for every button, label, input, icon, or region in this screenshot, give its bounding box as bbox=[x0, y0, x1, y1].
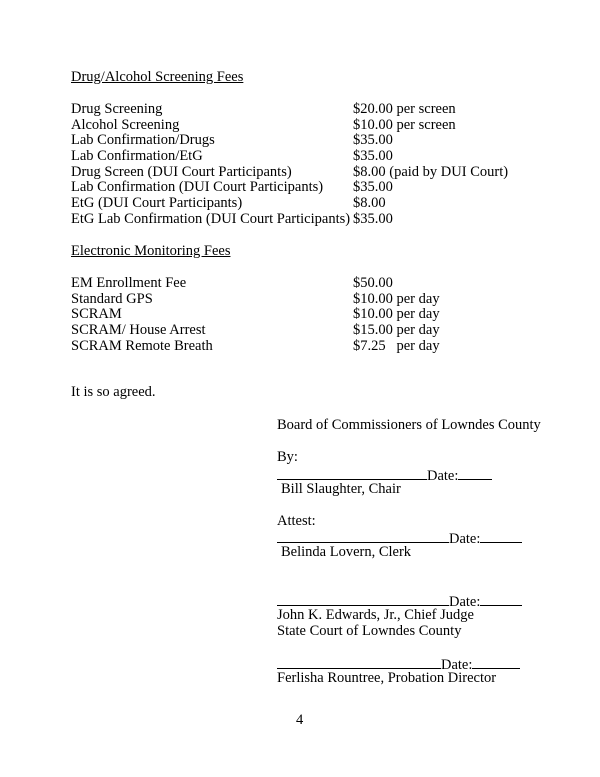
date-line bbox=[480, 592, 522, 606]
signature-line bbox=[277, 655, 441, 669]
monitoring-fees-table bbox=[71, 276, 440, 354]
fee-name: Drug Screening bbox=[71, 101, 163, 117]
page-number: 4 bbox=[296, 712, 304, 728]
fee-name: EtG (DUI Court Participants) bbox=[71, 195, 243, 212]
fee-row bbox=[71, 307, 440, 323]
signature-line bbox=[277, 466, 427, 480]
fee-row bbox=[71, 339, 440, 355]
attest-label: Attest: bbox=[277, 513, 316, 529]
date-label: Date: bbox=[449, 594, 481, 610]
fee-row bbox=[71, 180, 508, 196]
board-name: Board of Commissioners of Lowndes County bbox=[277, 417, 541, 433]
date-label: Date: bbox=[441, 657, 473, 673]
fee-row bbox=[71, 196, 508, 212]
fee-value: $50.00 bbox=[353, 275, 393, 291]
date-line bbox=[458, 466, 492, 480]
agreement-statement: It is so agreed. bbox=[71, 384, 156, 400]
director-name: Ferlisha Rountree, Probation Director bbox=[277, 670, 497, 686]
screening-fees-heading: Drug/Alcohol Screening Fees bbox=[71, 69, 244, 85]
fee-value: $10.00 per screen bbox=[353, 116, 456, 133]
monitoring-fees-heading: Electronic Monitoring Fees bbox=[71, 243, 231, 259]
chair-name: Bill Slaughter, Chair bbox=[281, 481, 401, 497]
fee-row bbox=[71, 133, 508, 149]
fee-row bbox=[71, 323, 440, 339]
fee-value: $15.00 per day bbox=[353, 322, 440, 339]
fee-name: SCRAM bbox=[71, 306, 122, 323]
fee-value: $8.00 (paid by DUI Court) bbox=[353, 163, 509, 180]
fee-name: Lab Confirmation/EtG bbox=[71, 148, 203, 165]
signature-line bbox=[277, 529, 449, 543]
fee-value: $35.00 bbox=[353, 132, 393, 149]
by-label: By: bbox=[277, 449, 298, 465]
fee-name: SCRAM/ House Arrest bbox=[71, 322, 206, 339]
fee-name: Lab Confirmation (DUI Court Participants) bbox=[71, 179, 324, 196]
fee-row bbox=[71, 102, 508, 118]
fee-value: $7.25 per day bbox=[353, 337, 440, 354]
fee-name: Drug Screen (DUI Court Participants) bbox=[71, 163, 292, 180]
fee-name: Standard GPS bbox=[71, 290, 153, 307]
fee-value: $10.00 per day bbox=[353, 306, 440, 323]
fee-row bbox=[71, 276, 440, 292]
screening-fees-table bbox=[71, 102, 508, 228]
fee-row bbox=[71, 165, 508, 181]
fee-row bbox=[71, 292, 440, 308]
date-line bbox=[480, 529, 522, 543]
date-label: Date: bbox=[449, 531, 481, 547]
fee-value: $10.00 per day bbox=[353, 290, 440, 307]
signature-line bbox=[277, 592, 449, 606]
fee-name: SCRAM Remote Breath bbox=[71, 337, 213, 354]
fee-row bbox=[71, 118, 508, 134]
date-label: Date: bbox=[427, 468, 459, 484]
fee-name: EM Enrollment Fee bbox=[71, 275, 187, 291]
fee-value: $35.00 bbox=[353, 210, 393, 227]
fee-name: Lab Confirmation/Drugs bbox=[71, 132, 215, 149]
fee-value: $35.00 bbox=[353, 148, 393, 165]
judge-name: John K. Edwards, Jr., Chief Judge bbox=[277, 607, 474, 623]
fee-value: $20.00 per screen bbox=[353, 101, 456, 117]
date-line bbox=[472, 655, 520, 669]
fee-row bbox=[71, 212, 508, 228]
fee-value: $35.00 bbox=[353, 179, 393, 196]
fee-value: $8.00 bbox=[353, 195, 386, 212]
clerk-name: Belinda Lovern, Clerk bbox=[281, 544, 412, 560]
fee-row bbox=[71, 149, 508, 165]
fee-name: EtG Lab Confirmation (DUI Court Participants) bbox=[71, 210, 351, 227]
court-name: State Court of Lowndes County bbox=[277, 623, 462, 639]
fee-name: Alcohol Screening bbox=[71, 116, 180, 133]
